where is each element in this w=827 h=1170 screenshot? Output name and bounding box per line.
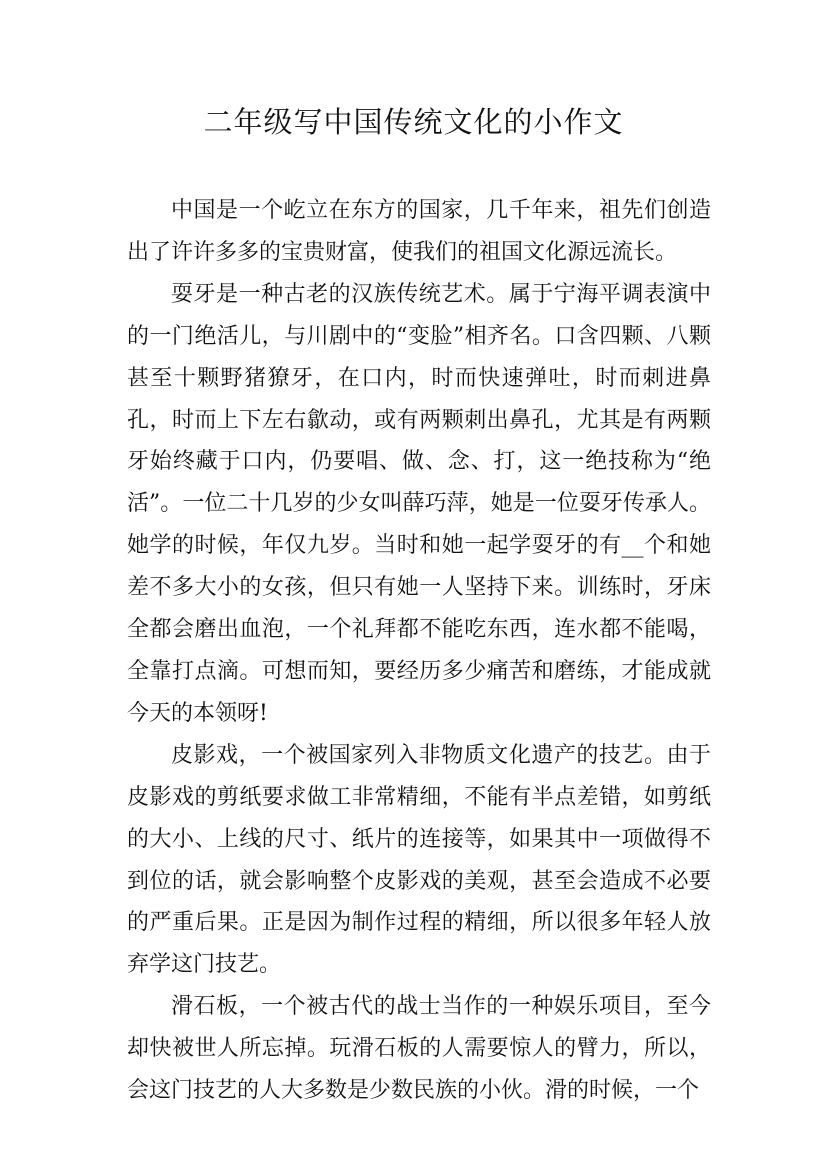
paragraph-shadow-play: 皮影戏，一个被国家列入非物质文化遗产的技艺。由于皮影戏的剪纸要求做工非常精细，不能有半点差错，如剪纸的大小、上线的尺寸、纸片的连接等，如果其中一项做得不到位的话，就会影响整个皮影戏的美观，甚至会造成不必要的严重后果。正是因为制作过程的精细，所以很多年轻人放弃学这门技艺。 [127,742,711,978]
document-title: 二年级写中国传统文化的小作文 [203,105,624,139]
paragraph-intro: 中国是一个屹立在东方的国家，几千年来，祖先们创造出了许许多多的宝贵财富，使我们的祖国文化源远流长。 [127,198,711,265]
paragraph-shuaya: 耍牙是一种古老的汉族传统艺术。属于宁海平调表演中的一门绝活儿，与川剧中的“变脸”相齐名。口含四颗、八颗甚至十颗野猪獠牙，在口内，时而快速弹吐，时而刺进鼻孔，时而上下左右歙动，或有两颗刺出鼻孔，尤其是有两颗牙始终藏于口内，仍要唱、做、念、打，这一绝技称为“绝活”。一位二十几岁的少女叫薛巧萍，她是一位耍牙传承人。她学的时候，年仅九岁。当时和她一起学耍牙的有__个和她差不多大小的女孩，但只有她一人坚持下来。训练时，牙床全都会磨出血泡，一个礼拜都不能吃东西，连水都不能喝，全靠打点滴。可想而知，要经历多少痛苦和磨练，才能成就今天的本领呀! [127,281,711,726]
paragraph-slate-sliding: 滑石板，一个被古代的战士当作的一种娱乐项目，至今却快被世人所忘掉。玩滑石板的人需要惊人的臂力，所以，会这门技艺的人大多数是少数民族的小伙。滑的时候，一个 [127,994,711,1104]
document-body [127,190,711,1112]
